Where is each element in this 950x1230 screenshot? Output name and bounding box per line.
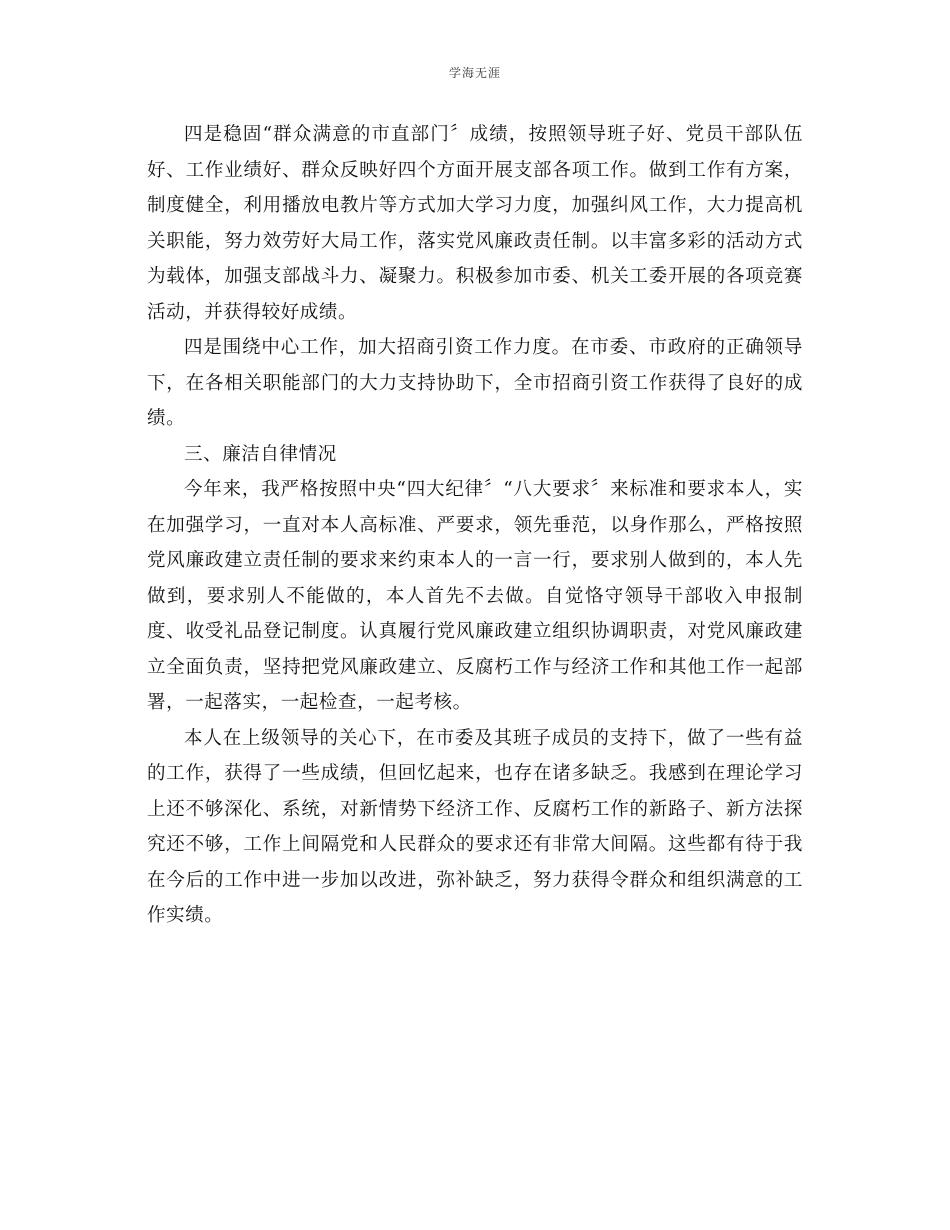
- page-header: 学海无涯: [448, 66, 501, 80]
- paragraph-party-branch-work: 四是稳固“群众满意的市直部门〞成绩，按照领导班子好、党员干部队伍好、工作业绩好、群众反映好四个方面开展支部各项工作。做到工作有方案，制度健全，利用播放电教片等方式加大学习力度，加强纠风工作，大力提高机关职能，努力效劳好大局工作，落实党风廉政责任制。以丰富多彩的活动方式为载体，加强支部战斗力、凝聚力。积极参加市委、机关工委开展的各项竞赛活动，并获得较好成绩。: [147, 124, 803, 323]
- paragraph-shortcomings: 本人在上级领导的关心下，在市委及其班子成员的支持下，做了一些有益的工作，获得了一些成绩，但回忆起来，也存在诸多缺乏。我感到在理论学习上还不够深化、系统，对新情势下经济工作、反腐朽工作的新路子、新方法探究还不够，工作上间隔党和人民群众的要求还有非常大间隔。这些都有待于我在今后的工作中进一步加以改进，弥补缺乏，努力获得令群众和组织满意的工作实绩。: [147, 727, 803, 926]
- document-body: [147, 117, 803, 934]
- section-heading-integrity: 三、廉洁自律情况: [184, 443, 337, 465]
- paragraph-integrity-self-discipline: 今年来，我严格按照中央“四大纪律〞“八大要求〞来标准和要求本人，实在加强学习，一直对本人高标准、严要求，领先垂范，以身作那么，严格按照党风廉政建立责任制的要求来约束本人的一言一行，要求别人做到的，本人先做到，要求别人不能做的，本人首先不去做。自觉恪守领导干部收入申报制度、收受礼品登记制度。认真履行党风廉政建立组织协调职责，对党风廉政建立全面负责，坚持把党风廉政建立、反腐朽工作与经济工作和其他工作一起部署，一起落实，一起检查，一起考核。: [147, 479, 803, 713]
- paragraph-investment-work: 四是围绕中心工作，加大招商引资工作力度。在市委、市政府的正确领导下，在各相关职能部门的大力支持协助下，全市招商引资工作获得了良好的成绩。: [147, 337, 803, 429]
